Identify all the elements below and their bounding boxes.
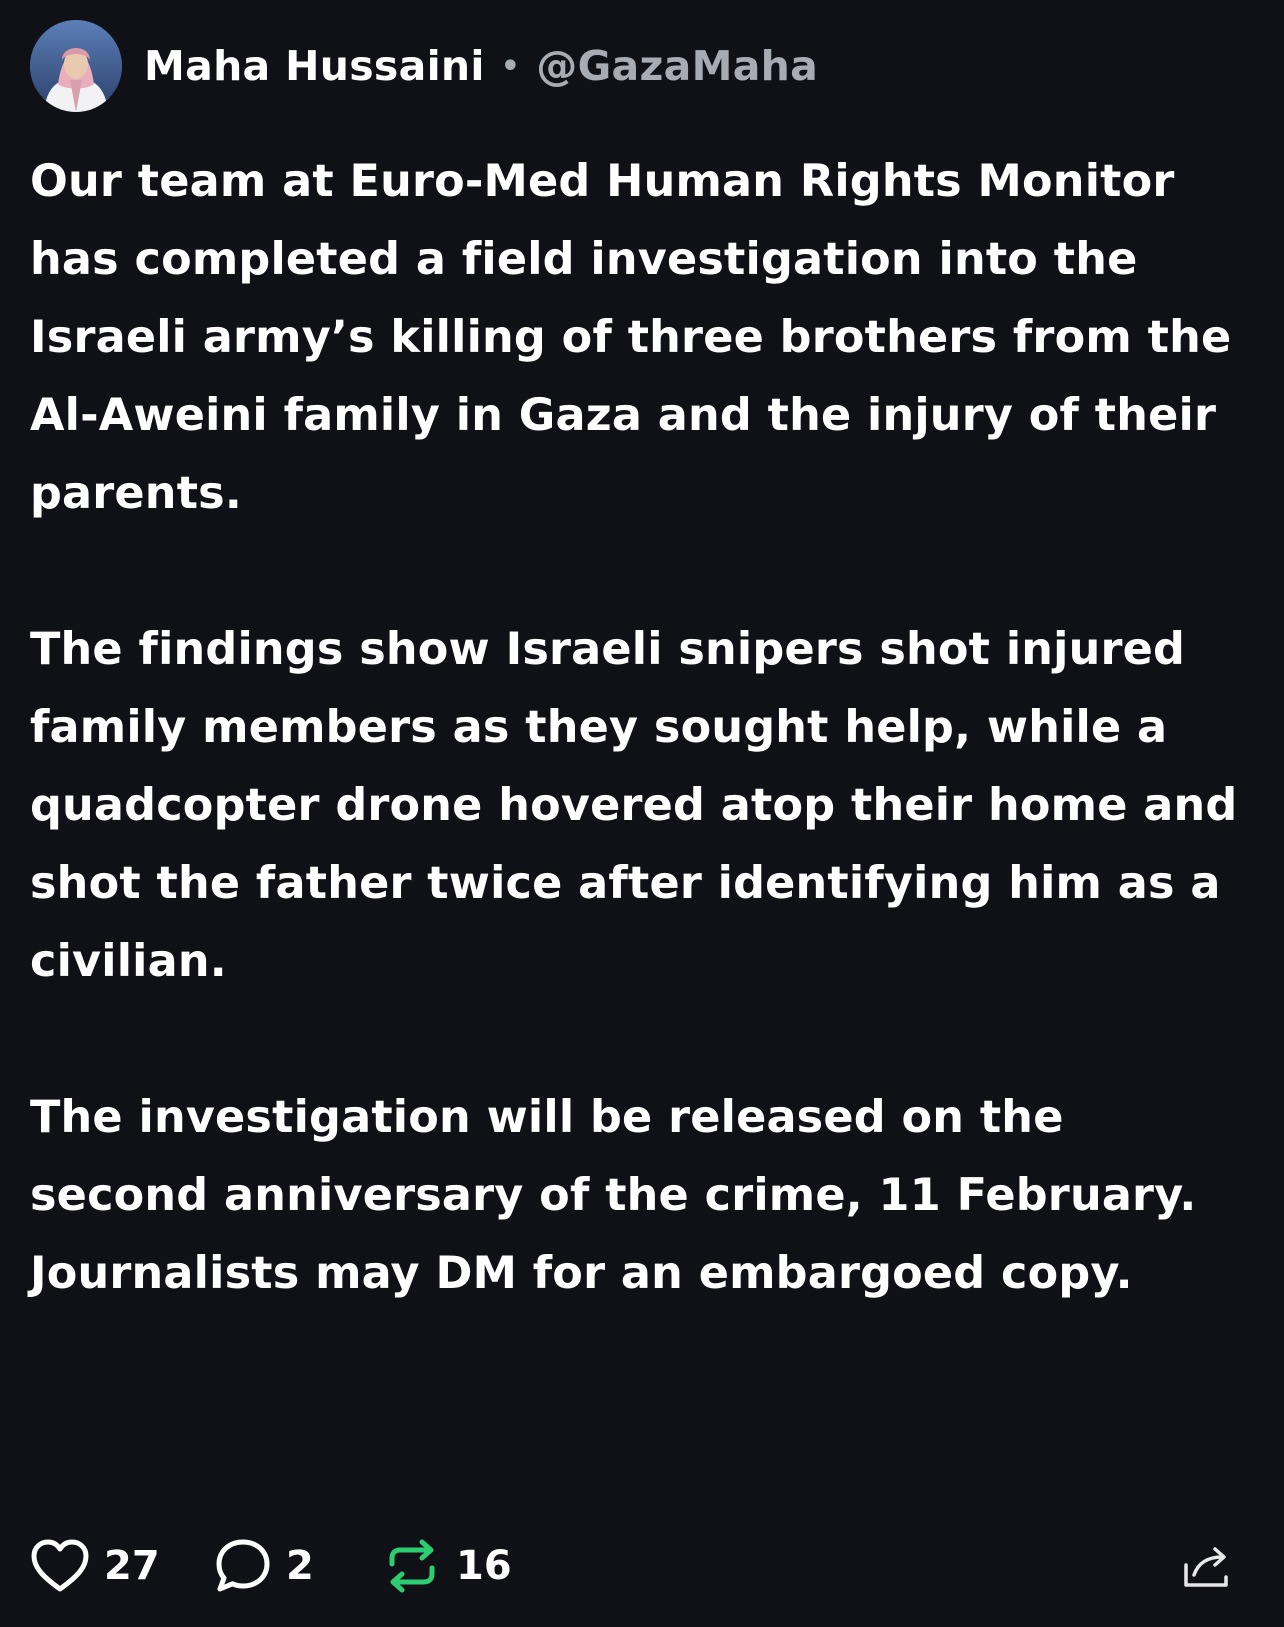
avatar-image [30,20,122,112]
comment-button[interactable] [214,1530,314,1602]
comment-count: 2 [286,1543,314,1589]
action-bar [30,1530,1230,1602]
avatar[interactable] [30,20,122,112]
author-handle[interactable]: @GazaMaha [536,42,819,90]
repost-arrows-icon [382,1538,442,1594]
repost-button[interactable] [382,1530,512,1602]
speech-bubble-icon [214,1537,272,1595]
share-button[interactable] [1182,1530,1232,1602]
post-paragraph: Our team at Euro-Med Human Rights Monitor has completed a field investigation into the Israeli army’s killing of three brothers from the Al-Aweini family in Gaza and the injury of their parents. [30,156,1232,519]
author-line [144,42,818,90]
post-paragraph: The investigation will be released on the second anniversary of the crime, 11 February. Journalists may DM for an embargoed copy. [30,1092,1197,1299]
post-paragraph: The findings show Israeli snipers shot injured family members as they sought help, while a quadcopter drone hovered atop their home and shot the father twice after identifying him as a civilian. [30,624,1238,987]
separator-dot: • [500,48,521,84]
like-count: 27 [104,1543,160,1589]
author-name[interactable]: Maha Hussaini [144,42,485,90]
post-header [30,20,818,112]
heart-icon [30,1538,90,1594]
share-icon [1182,1543,1232,1589]
like-button[interactable] [30,1530,160,1602]
repost-count: 16 [456,1543,512,1589]
post-body [30,143,1255,1313]
